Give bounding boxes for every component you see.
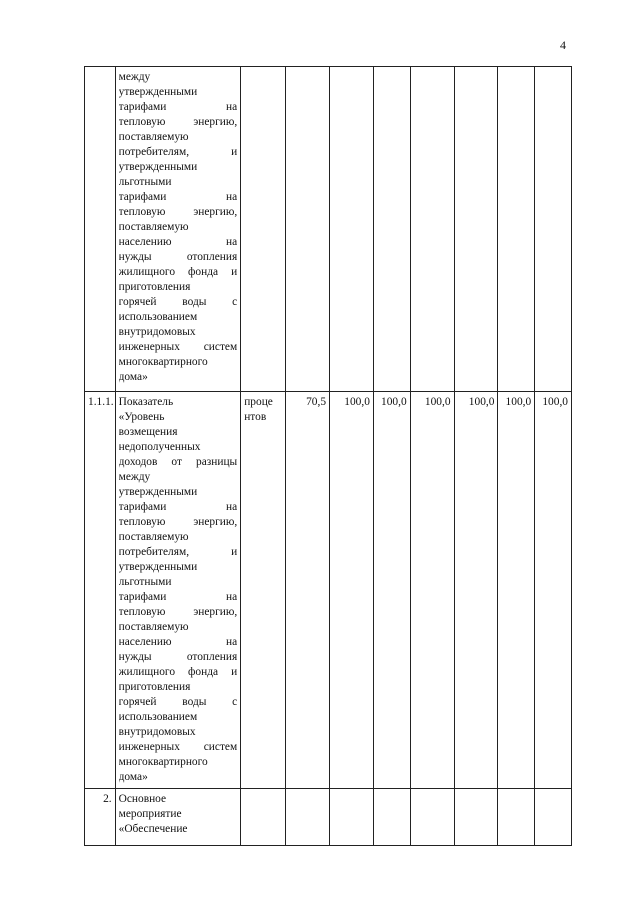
row-name-line: доходов от разницы: [118, 456, 238, 468]
row-name-line: жилищного фонда и: [118, 266, 238, 278]
row-name-line: Основное: [118, 793, 167, 805]
row-name-line: между: [118, 71, 151, 83]
row-name-line: утвержденными: [118, 561, 198, 573]
row-unit-line: нтов: [244, 411, 267, 423]
row-name-line: приготовления: [118, 681, 191, 693]
row-value: [535, 67, 572, 392]
row-name-line: дома»: [118, 371, 148, 383]
row-name-line: инженерных систем: [118, 741, 238, 753]
row-name-line: тепловую энергию,: [118, 116, 238, 128]
row-value: [498, 789, 535, 846]
row-name-line: дома»: [118, 771, 148, 783]
row-name-line: тепловую энергию,: [118, 516, 238, 528]
row-number: 1.1.1.: [85, 392, 116, 789]
row-name-line: горячей воды с: [118, 296, 238, 308]
row-name-line: тарифами на: [118, 591, 238, 603]
row-name-line: Показатель: [118, 396, 174, 408]
row-name-line: возмещения: [118, 426, 178, 438]
row-name-line: льготными: [118, 176, 172, 188]
row-name-line: утвержденными: [118, 161, 198, 173]
row-name-line: тарифами на: [118, 191, 238, 203]
row-name-line: приготовления: [118, 281, 191, 293]
row-name-line: нужды отопления: [118, 251, 238, 263]
row-unit: [241, 789, 286, 846]
row-name-line: тарифами на: [118, 501, 238, 513]
row-name-line: между: [118, 471, 151, 483]
row-value: [330, 67, 374, 392]
row-name: [115, 392, 241, 789]
row-name-line: тарифами на: [118, 101, 238, 113]
row-name-line: инженерных систем: [118, 341, 238, 353]
row-name-line: поставляемую: [118, 531, 189, 543]
row-value: [330, 789, 374, 846]
table-row: [85, 789, 572, 846]
row-value: 70,5: [286, 392, 330, 789]
program-table: [84, 66, 572, 846]
row-value: 100,0: [410, 392, 454, 789]
row-value: [454, 67, 498, 392]
row-name-line: недополученных: [118, 441, 201, 453]
row-name-line: «Уровень: [118, 411, 165, 423]
row-name-line: потребителям, и: [118, 146, 238, 158]
row-name-line: горячей воды с: [118, 696, 238, 708]
row-value: 100,0: [535, 392, 572, 789]
row-value: [498, 67, 535, 392]
row-name-line: поставляемую: [118, 221, 189, 233]
row-name-line: потребителям, и: [118, 546, 238, 558]
row-name: [115, 67, 241, 392]
row-value: [410, 789, 454, 846]
row-name-line: поставляемую: [118, 131, 189, 143]
row-value: 100,0: [498, 392, 535, 789]
row-number: [85, 67, 116, 392]
row-name-line: внутридомовых: [118, 326, 196, 338]
row-value: [286, 67, 330, 392]
row-value: [410, 67, 454, 392]
row-value: [454, 789, 498, 846]
row-name-line: поставляемую: [118, 621, 189, 633]
row-name-line: тепловую энергию,: [118, 206, 238, 218]
row-number: 2.: [85, 789, 116, 846]
row-value: 100,0: [330, 392, 374, 789]
row-name-line: населению на: [118, 636, 238, 648]
row-name-line: льготными: [118, 576, 172, 588]
table-row: [85, 392, 572, 789]
row-name: [115, 789, 241, 846]
row-name-line: нужды отопления: [118, 651, 238, 663]
table-row: [85, 67, 572, 392]
row-name-line: многоквартирного: [118, 356, 208, 368]
row-value: [373, 789, 410, 846]
row-unit-line: проце: [244, 396, 273, 408]
row-name-line: мероприятие: [118, 808, 182, 820]
row-name-line: жилищного фонда и: [118, 666, 238, 678]
row-value: 100,0: [454, 392, 498, 789]
row-value: [535, 789, 572, 846]
row-name-line: использованием: [118, 311, 198, 323]
row-unit: [241, 67, 286, 392]
row-name-line: утвержденными: [118, 486, 198, 498]
row-value: [373, 67, 410, 392]
row-value: 100,0: [373, 392, 410, 789]
row-name-line: утвержденными: [118, 86, 198, 98]
row-unit: [241, 392, 286, 789]
row-name-line: «Обеспечение: [118, 823, 188, 835]
row-name-line: многоквартирного: [118, 756, 208, 768]
row-name-line: тепловую энергию,: [118, 606, 238, 618]
row-name-line: населению на: [118, 236, 238, 248]
page-number: 4: [560, 38, 566, 52]
row-name-line: внутридомовых: [118, 726, 196, 738]
row-name-line: использованием: [118, 711, 198, 723]
row-value: [286, 789, 330, 846]
